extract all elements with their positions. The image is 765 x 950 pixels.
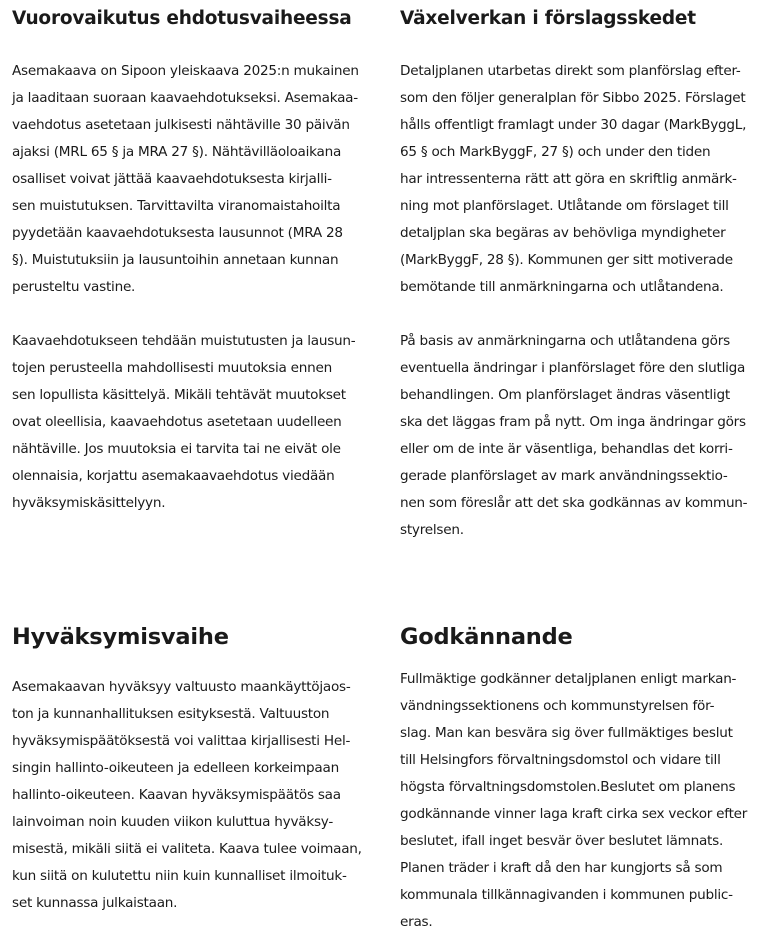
finnish-proposal-heading: Vuorovaikutus ehdotusvaiheessa [12,8,352,29]
swedish-approval-heading: Godkännande [400,624,573,650]
finnish-proposal-section [12,6,374,517]
swedish-approval-section [400,622,762,936]
swedish-proposal-heading: Växelverkan i förslagsskedet [400,8,696,29]
swedish-proposal-paragraph-1: Detaljplanen utarbetas direkt som planförslag efter- som den följer generalplan för Sibbo 2025. Förslaget hålls offentligt framlagt under 30 dagar (MarkByggL, 65 § och MarkByggF, 27 §) och under den tiden har intressenterna rätt att göra en skriftlig anmärk- ning mot planförslaget. Utlåtande om förslaget till detaljplan ska begäras av behövliga myndigheter (MarkByggF, 28 §). Kommunen ger sitt motiverade bemötande till anmärkningarna och utlåtandena. [400,63,747,295]
finnish-approval-heading: Hyväksymisvaihe [12,624,229,650]
finnish-approval-paragraph: Asemakaavan hyväksyy valtuusto maankäyttöjaos- ton ja kunnanhallituksen esityksestä. Valtuuston hyväksymispäätöksestä voi valittaa kirjallisesti Hel- singin hallinto-oikeuteen ja edelleen korkeimpaan hallinto-oikeuteen. Kaavan hyväksymispäätös saa lainvoiman noin kuuden viikon kuluttua hyväksy- misestä, mikäli siitä ei valiteta. Kaava tulee voimaan, kun siitä on kulutettu niin kuin kunnalliset ilmoituk- set kunnassa julkaistaan. [12,679,362,911]
finnish-proposal-paragraph-2: Kaavaehdotukseen tehdään muistutusten ja lausun- tojen perusteella mahdollisesti muutoksia ennen sen lopullista käsittelyä. Mikäli tehtävät muutokset ovat oleellisia, kaavaehdotus asetetaan uudelleen nähtäville. Jos muutoksia ei tarvita tai ne eivät ole olennaisia, korjattu asemakaavaehdotus viedään hyväksymiskäsittelyyn. [12,333,356,511]
swedish-approval-paragraph: Fullmäktige godkänner detaljplanen enligt markan- vändningssektionens och kommunstyrelsen för- slag. Man kan besvära sig över fullmäktiges beslut till Helsingfors förvaltningsdomstol och vidare till högsta förvaltningsdomstolen.Beslutet om planens godkännande vinner laga kraft cirka sex veckor efter beslutet, ifall inget besvär över beslutet lämnats. Planen träder i kraft då den har kungjorts så som kommunala tillkännagivanden i kommunen public- eras. [400,671,748,930]
swedish-proposal-section [400,6,762,544]
finnish-proposal-paragraph-1: Asemakaava on Sipoon yleiskaava 2025:n mukainen ja laaditaan suoraan kaavaehdotukseksi. Asemakaa- vaehdotus asetetaan julkisesti nähtäville 30 päivän ajaksi (MRL 65 § ja MRA 27 §). Nähtävilläoloaikana osalliset voivat jättää kaavaehdotuksesta kirjalli- sen muistutuksen. Tarvittavilta viranomaistahoilta pyydetään kaavaehdotuksesta lausunnot (MRA 28 §). Muistutuksiin ja lausuntoihin annetaan kunnan perusteltu vastine. [12,63,359,295]
swedish-proposal-paragraph-2: På basis av anmärkningarna och utlåtandena görs eventuella ändringar i planförslaget före den slutliga behandlingen. Om planförslaget ändras väsentligt ska det läggas fram på nytt. Om inga ändringar görs eller om de inte är väsentliga, behandlas det korri- gerade planförslaget av mark användningssektio- nen som föreslår att det ska godkännas av kommun- styrelsen. [400,333,748,538]
finnish-approval-section [12,622,374,917]
